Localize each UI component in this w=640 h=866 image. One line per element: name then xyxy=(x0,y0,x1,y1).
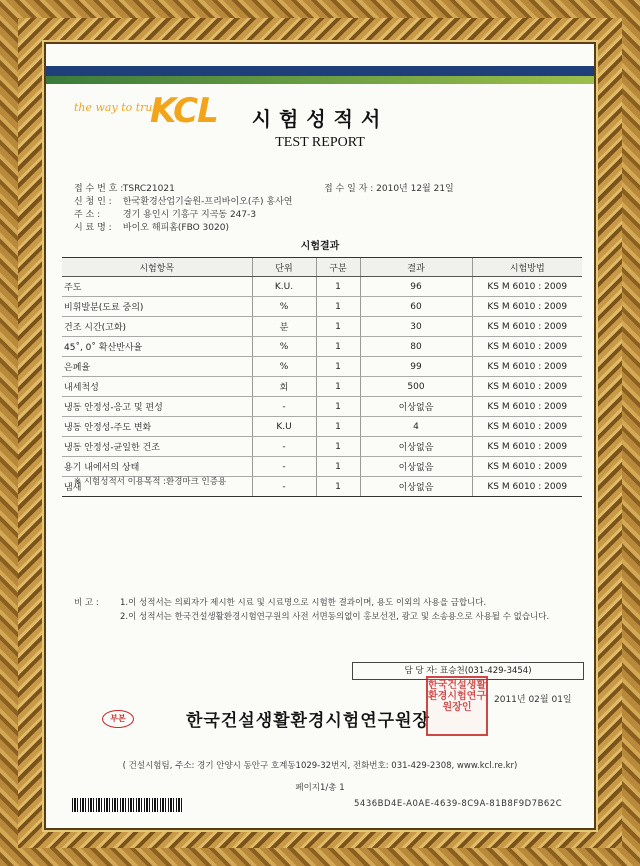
title-english: TEST REPORT xyxy=(275,135,365,150)
cell-division: 1 xyxy=(316,317,360,337)
receipt-date: 접 수 일 자 : 2010년 12월 21일 xyxy=(324,184,454,194)
cell-unit: % xyxy=(252,357,316,377)
usage-note: ※ 시험성적서 이용목적 :환경마크 인증용 xyxy=(74,477,227,487)
cell-result: 이상없음 xyxy=(360,457,472,477)
organization-name: 한국건설생활환경시험연구원장 xyxy=(186,711,430,731)
cell-division: 1 xyxy=(316,417,360,437)
cell-item: 용기 내에서의 상태 xyxy=(62,457,252,477)
cell-method: KS M 6010 : 2009 xyxy=(472,277,582,297)
cell-unit: 회 xyxy=(252,377,316,397)
cell-result: 96 xyxy=(360,277,472,297)
cell-division: 1 xyxy=(316,337,360,357)
cell-item: 은폐율 xyxy=(62,357,252,377)
cell-result: 60 xyxy=(360,297,472,317)
results-title: 시험결과 xyxy=(300,241,340,252)
official-seal: 한국건설생활환경시험연구원장인 xyxy=(426,676,488,736)
report-paper xyxy=(46,44,594,828)
header-division: 구분 xyxy=(316,258,360,277)
header-item: 시험항목 xyxy=(62,258,252,277)
header-band-green xyxy=(46,76,594,84)
cell-unit: - xyxy=(252,397,316,417)
cell-unit: % xyxy=(252,297,316,317)
cell-unit: K.U xyxy=(252,417,316,437)
results-table xyxy=(62,257,582,497)
table-row xyxy=(62,317,582,337)
table-row xyxy=(62,357,582,377)
cell-unit: 분 xyxy=(252,317,316,337)
cell-method: KS M 6010 : 2009 xyxy=(472,317,582,337)
table-header-row xyxy=(62,258,582,277)
cell-division: 1 xyxy=(316,377,360,397)
cell-result: 4 xyxy=(360,417,472,437)
table-row xyxy=(62,397,582,417)
cell-result: 80 xyxy=(360,337,472,357)
cell-result: 이상없음 xyxy=(360,477,472,497)
cell-division: 1 xyxy=(316,457,360,477)
applicant: 신 청 인 : 한국환경산업기술원-프리바이오(주) 홍사연 xyxy=(74,197,293,207)
cell-method: KS M 6010 : 2009 xyxy=(472,357,582,377)
cell-result: 30 xyxy=(360,317,472,337)
cell-method: KS M 6010 : 2009 xyxy=(472,297,582,317)
header-unit: 단위 xyxy=(252,258,316,277)
table-row xyxy=(62,457,582,477)
cell-method: KS M 6010 : 2009 xyxy=(472,417,582,437)
cell-unit: % xyxy=(252,337,316,357)
cell-method: KS M 6010 : 2009 xyxy=(472,377,582,397)
table-row xyxy=(62,377,582,397)
cell-unit: K.U. xyxy=(252,277,316,297)
issue-date: 2011년 02월 01일 xyxy=(494,695,572,705)
cell-division: 1 xyxy=(316,357,360,377)
barcode xyxy=(72,798,184,812)
cell-item: 냉동 안정성-주도 변화 xyxy=(62,417,252,437)
cell-method: KS M 6010 : 2009 xyxy=(472,437,582,457)
cell-unit: - xyxy=(252,437,316,457)
page-number: 페이지1/총 1 xyxy=(295,783,345,793)
cell-result: 500 xyxy=(360,377,472,397)
kcl-logo: KCL xyxy=(150,91,218,131)
cell-division: 1 xyxy=(316,437,360,457)
title-korean: 시험성적서 xyxy=(251,107,389,131)
applicant-address: 주 소 : 경기 용인시 기흥구 지곡동 247-3 xyxy=(74,210,257,220)
cell-unit: - xyxy=(252,457,316,477)
cell-item: 내세척성 xyxy=(62,377,252,397)
cell-item: 주도 xyxy=(62,277,252,297)
cell-method: KS M 6010 : 2009 xyxy=(472,397,582,417)
footer-address: ( 건설시험팀, 주소: 경기 안양시 동안구 호계동1029-32번지, 전화번호: 031-429-2308, www.kcl.re.kr) xyxy=(122,761,518,771)
cell-method: KS M 6010 : 2009 xyxy=(472,457,582,477)
table-row xyxy=(62,437,582,457)
cell-division: 1 xyxy=(316,277,360,297)
document-id: 5436BD4E-A0AE-4639-8C9A-81B8F9D7B62C xyxy=(354,799,563,809)
cell-method: KS M 6010 : 2009 xyxy=(472,337,582,357)
cell-result: 99 xyxy=(360,357,472,377)
cell-item: 45˚, 0˚ 확산반사율 xyxy=(62,337,252,357)
sample-name: 시 료 명 : 바이오 해피홈(FBO 3020) xyxy=(74,223,229,233)
table-row xyxy=(62,417,582,437)
cell-item: 냄새 xyxy=(62,477,252,497)
remarks: 비 고 : 1.이 성적서는 의뢰자가 제시한 시료 및 시료명으로 시험한 결과이며, 용도 이외의 사용을 금합니다. 2.이 성적서는 한국건설생활환경시험연구원의 사전 서면동의없이 홍보선전, 광고 및 소송용으로 사용될 수 없습니다. xyxy=(74,598,550,622)
table-row xyxy=(62,337,582,357)
table-row xyxy=(62,297,582,317)
cell-division: 1 xyxy=(316,477,360,497)
cell-result: 이상없음 xyxy=(360,437,472,457)
cell-item: 냉동 안정성-응고 및 편성 xyxy=(62,397,252,417)
header-method: 시험방법 xyxy=(472,258,582,277)
cell-item: 냉동 안정성-균일한 건조 xyxy=(62,437,252,457)
receipt-number: 접 수 번 호 : TSRC21021 xyxy=(74,184,175,194)
cell-division: 1 xyxy=(316,297,360,317)
logo-tagline: the way to trust xyxy=(74,101,163,114)
cell-result: 이상없음 xyxy=(360,397,472,417)
cell-item: 건조 시간(고화) xyxy=(62,317,252,337)
cell-item: 비휘발분(도료 중의) xyxy=(62,297,252,317)
header-band-blue xyxy=(46,66,594,76)
header-result: 결과 xyxy=(360,258,472,277)
cell-division: 1 xyxy=(316,397,360,417)
table-row xyxy=(62,277,582,297)
contact-person: 담 당 자: 표승천(031-429-3454) xyxy=(352,662,584,680)
cell-method: KS M 6010 : 2009 xyxy=(472,477,582,497)
cell-unit: - xyxy=(252,477,316,497)
copy-stamp: 부본 xyxy=(102,710,134,728)
